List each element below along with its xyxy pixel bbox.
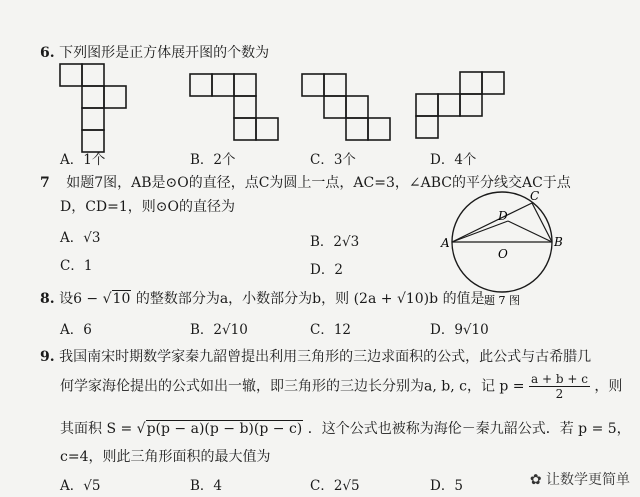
cube-net-1 <box>60 64 126 152</box>
q7-option-d[interactable]: D．2 <box>310 262 343 278</box>
question-9-line3: 其面积 S = √p(p − a)(p − b)(p − c) ．这个公式也被称为海伦－秦九韶公式．若 p = 5， <box>60 421 631 437</box>
question-7-stem-line1: 7 如题7图，AB是⊙O的直径，点C为圆上一点，AC=3，∠ABC的平分线交AC于点 <box>40 175 571 191</box>
cube-net-3 <box>302 74 390 140</box>
point-label-c: C <box>530 190 540 203</box>
watermark: ✿ 让数学更简单 <box>529 472 630 488</box>
q7-option-a[interactable]: A．√3 <box>60 230 101 246</box>
q7-option-c[interactable]: C．1 <box>60 258 93 274</box>
q6-option-a[interactable]: A．1个 <box>60 152 106 168</box>
q6-option-d[interactable]: D．4个 <box>430 152 477 168</box>
question-9-line2: 何学家海伦提出的公式如出一辙，即三角形的三边长分别为a, b, c，记 p = $\frac{a + b + c}{2}$ ，则 <box>60 372 623 401</box>
question-7-stem-line2: D，CD=1，则⊙O的直径为 <box>60 199 236 215</box>
q6-option-c[interactable]: C．3个 <box>310 152 356 168</box>
q6-option-b[interactable]: B．2个 <box>190 152 236 168</box>
q8-option-b[interactable]: B．2√10 <box>190 322 248 338</box>
q8-option-d[interactable]: D．9√10 <box>430 322 489 338</box>
point-label-a: A <box>441 236 450 250</box>
cube-net-2 <box>190 74 278 140</box>
cube-net-4 <box>416 72 504 138</box>
q8-option-a[interactable]: A．6 <box>60 322 92 338</box>
q9-option-c[interactable]: C．2√5 <box>310 478 360 494</box>
p-fraction: $\frac{a + b + c}{2}$ <box>531 372 588 401</box>
q7-option-b[interactable]: B．2√3 <box>310 234 360 250</box>
q8-option-c[interactable]: C．12 <box>310 322 352 338</box>
q9-option-a[interactable]: A．√5 <box>60 478 101 494</box>
question-9-line1: 9. 我国南宋时期数学家秦九韶曾提出利用三角形的三边求面积的公式，此公式与古希腊几 <box>40 349 592 365</box>
wechat-icon: ✿ <box>529 472 542 488</box>
question-6-stem: 6. 下列图形是正方体展开图的个数为 <box>40 45 270 61</box>
point-label-o: O <box>498 247 508 261</box>
question-8-stem: 8. 设6 − √10 的整数部分为a，小数部分为b，则 (2a + √10)b 的值是 <box>40 291 485 307</box>
point-label-d: D <box>498 209 508 223</box>
figure-7-caption: 题 7 图 <box>484 294 520 307</box>
question-9-line4: c=4，则此三角形面积的最大值为 <box>60 449 271 465</box>
point-label-b: B <box>554 235 563 249</box>
q9-option-b[interactable]: B．4 <box>190 478 223 494</box>
q9-option-d[interactable]: D．5 <box>430 478 463 494</box>
